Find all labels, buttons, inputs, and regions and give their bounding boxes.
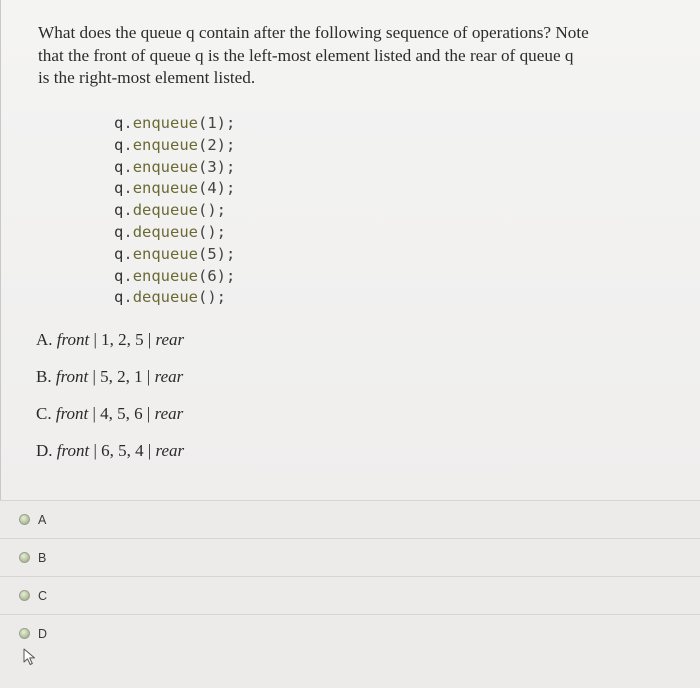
code-line: q.enqueue(6); <box>114 266 236 285</box>
option-b: B. front | 5, 2, 1 | rear <box>36 367 184 386</box>
answer-label-a[interactable]: A <box>38 512 47 527</box>
code-line: q.enqueue(3); <box>114 157 236 176</box>
question-text <box>38 22 688 90</box>
answer-label-c[interactable]: C <box>38 588 48 603</box>
answer-row-a[interactable] <box>0 500 700 538</box>
radio-c[interactable] <box>19 590 30 601</box>
code-line: q.enqueue(5); <box>114 244 236 263</box>
answer-row-d[interactable] <box>0 614 700 652</box>
answer-row-b[interactable] <box>0 538 700 576</box>
radio-d[interactable] <box>19 628 30 639</box>
option-list <box>36 327 184 475</box>
radio-a[interactable] <box>19 514 30 525</box>
answer-row-c[interactable] <box>0 576 700 614</box>
code-line: q.dequeue(); <box>114 201 227 220</box>
code-line: q.enqueue(2); <box>114 135 236 154</box>
mouse-pointer-icon <box>23 648 37 666</box>
question-line-3: is the right-most element listed. <box>38 68 256 87</box>
option-c: C. front | 4, 5, 6 | rear <box>36 404 184 423</box>
code-line: q.enqueue(1); <box>114 114 236 132</box>
radio-b[interactable] <box>19 552 30 563</box>
code-line: q.enqueue(4); <box>114 179 236 198</box>
question-line-2: that the front of queue q is the left-most element listed and the rear of queue q <box>38 45 574 65</box>
code-line: q.dequeue(); <box>114 288 227 307</box>
option-a: A. front | 1, 2, 5 | rear <box>36 330 185 349</box>
answer-label-d[interactable]: D <box>38 626 48 641</box>
code-line: q.dequeue(); <box>114 222 227 241</box>
answer-label-b[interactable]: B <box>38 550 47 565</box>
question-line-1: What does the queue q contain after the following sequence of operations? Note <box>38 23 589 42</box>
answer-choices <box>0 500 700 688</box>
option-d: D. front | 6, 5, 4 | rear <box>36 441 185 460</box>
code-block <box>114 113 235 309</box>
